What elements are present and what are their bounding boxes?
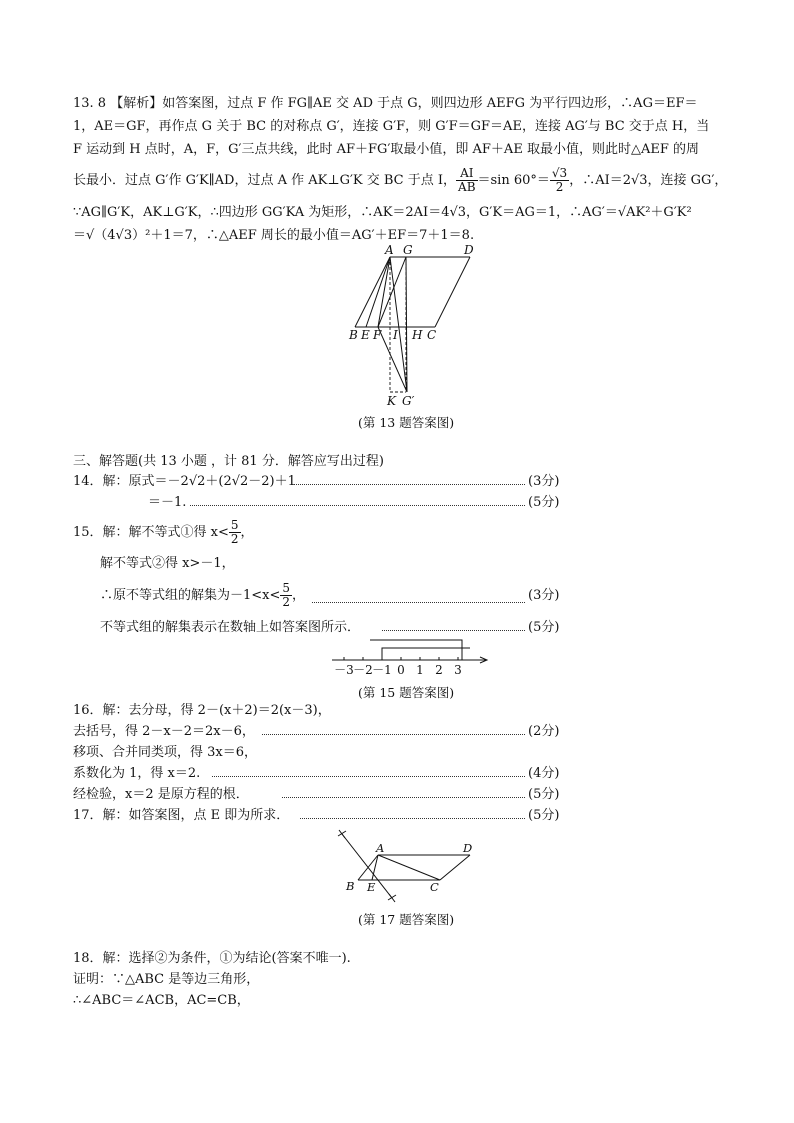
fraction-sqrt3-2: $\frac{√3}{2}$	[551, 166, 568, 194]
tick-label: 0	[397, 663, 405, 677]
q18-line-3: ∴∠ABC＝∠ACB，AC=CB，	[73, 993, 250, 1008]
q17-figure	[336, 828, 486, 906]
q16-line-5: 经检验，x＝2 是原方程的根．	[73, 787, 249, 802]
fig17-label-D: D	[463, 841, 473, 855]
section-3-heading: 三、解答题(共 13 小题 ，计 81 分．解答应写出过程)	[73, 454, 384, 469]
q15-line-3: ∴原不等式组的解集为－1<x< $\frac{5}{2}$ ，	[100, 581, 306, 609]
dot-leader	[382, 630, 525, 631]
q13-caption: (第 13 题答案图)	[358, 415, 455, 430]
fig13-label-G: G	[403, 243, 413, 257]
fig13-label-I: I	[393, 328, 398, 342]
q15-number-line	[330, 636, 496, 680]
q14-line-1: 14．解：原式＝－2√2＋(2√2－2)＋1	[73, 474, 296, 489]
fraction-5-2: $\frac{5}{2}$	[230, 518, 239, 546]
fig17-label-E: E	[367, 880, 376, 894]
q16-line-3: 移项、合并同类项，得 3x＝6，	[73, 745, 258, 760]
fig17-label-B: B	[346, 879, 355, 893]
tick-label: －3	[334, 663, 354, 677]
q13-line-1: 13. 8 【解析】如答案图，过点 F 作 FG∥AE 交 AD 于点 G，则四边形 AEFG 为平行四边形，∴AG＝EF＝	[73, 96, 698, 111]
q16-score-5: (5分)	[528, 787, 560, 802]
q13-line-2: 1，AE＝GF，再作点 G 关于 BC 的对称点 G′，连接 G′F，则 G′F＝GF＝AE，连接 AG′与 BC 交于点 H，当	[73, 119, 710, 134]
q15-score-4: (5分)	[528, 620, 560, 635]
fig13-label-H: H	[412, 328, 423, 342]
tick-label: －1	[372, 663, 392, 677]
fig17-label-C: C	[430, 880, 439, 894]
q14-line-2: ＝－1.	[148, 495, 187, 510]
q13-line-6: ＝√（4√3）²＋1＝7，∴△AEF 周长的最小值＝AG′＋EF＝7＋1＝8.	[73, 228, 475, 243]
q16-score-2: (2分)	[528, 724, 560, 739]
q16-line-1: 16．解：去分母，得 2－(x＋2)＝2(x－3)，	[73, 703, 331, 718]
q17-caption: (第 17 题答案图)	[358, 912, 455, 927]
q13-figure	[340, 242, 490, 408]
dot-leader	[190, 505, 525, 506]
dot-leader	[292, 484, 525, 485]
q16-line-4: 系数化为 1，得 x＝2.	[73, 766, 201, 781]
q13-line-4	[73, 163, 727, 199]
q14-score-1: (3分)	[528, 474, 560, 489]
dot-leader	[212, 776, 525, 777]
fig13-label-C: C	[427, 328, 437, 342]
q15-line-2: 解不等式②得 x>－1，	[100, 556, 235, 571]
tick-label: 1	[416, 663, 424, 677]
q18-line-2: 证明：∵△ABC 是等边三角形，	[73, 972, 260, 987]
dot-leader	[312, 602, 525, 603]
fig13-label-A: A	[385, 243, 394, 257]
tick-label: 3	[454, 663, 462, 677]
tick-label: －2	[353, 663, 373, 677]
fig13-label-E: E	[361, 328, 370, 342]
fig13-label-K: K	[387, 394, 396, 408]
q13-line-4c: ，∴AI＝2√3，连接 GG′，	[569, 173, 728, 188]
q16-score-4: (4分)	[528, 766, 560, 781]
fig13-label-F: F	[373, 328, 382, 342]
fig13-label-D: D	[464, 243, 474, 257]
dot-leader	[282, 797, 525, 798]
q13-line-3: F 运动到 H 点时，A，F，G′三点共线，此时 AF＋FG′取最小值，即 AF＋AE 取最小值，则此时△AEF 的周	[73, 142, 699, 157]
q13-line-4a: 长最小．过点 G′作 G′K∥AD，过点 A 作 AK⊥G′K 交 BC 于点 I，	[73, 173, 457, 188]
fraction-ai-ab: $\frac{AI}{AB}$	[458, 166, 476, 194]
fig13-label-Gprime: G′	[402, 394, 415, 408]
q14-score-2: (5分)	[528, 495, 560, 510]
q16-line-2: 去括号，得 2－x－2＝2x－6，	[73, 724, 255, 739]
fig17-label-A: A	[376, 841, 385, 855]
tick-label: 2	[435, 663, 443, 677]
dot-leader	[300, 818, 525, 819]
q17-line-1: 17．解：如答案图，点 E 即为所求．	[73, 808, 290, 823]
dot-leader	[262, 734, 525, 735]
q15-line-4: 不等式组的解集表示在数轴上如答案图所示．	[100, 620, 361, 635]
fraction-5-2: $\frac{5}{2}$	[282, 581, 291, 609]
q13-line-4b: ＝sin 60°＝	[477, 173, 550, 188]
q15-score-3: (3分)	[528, 588, 560, 603]
q17-score-1: (5分)	[528, 808, 560, 823]
q18-line-1: 18．解：选择②为条件，①为结论(答案不唯一).	[73, 951, 351, 966]
q15-line-1: 15．解：解不等式①得 x< $\frac{5}{2}$ ，	[73, 518, 254, 546]
q15-caption: (第 15 题答案图)	[358, 685, 455, 700]
fig13-label-B: B	[349, 328, 358, 342]
q13-line-5: ∵AG∥G′K，AK⊥G′K，∴四边形 GG′KA 为矩形，∴AK＝2AI＝4√3，G′K＝AG＝1，∴AG′＝√AK²＋G′K²	[73, 205, 692, 220]
